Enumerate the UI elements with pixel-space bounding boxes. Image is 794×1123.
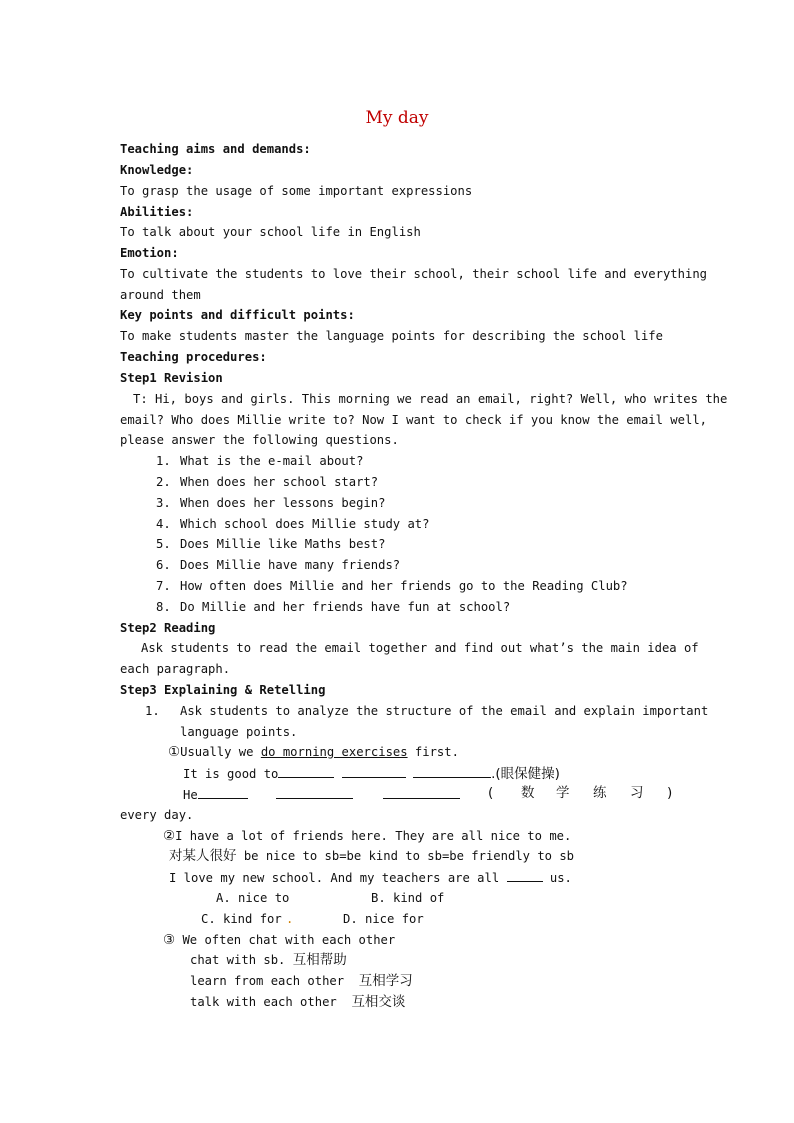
step1-text-line-3: please answer the following questions. xyxy=(120,433,399,447)
point-2 xyxy=(163,829,571,844)
circled-number-3: ③ xyxy=(163,932,176,948)
option-b[interactable]: B. kind of xyxy=(371,891,445,905)
point-1-text: Usually we xyxy=(180,745,261,759)
point-2-chinese: 对某人很好 xyxy=(169,848,237,864)
blank-sentence-he-text: He xyxy=(183,788,198,802)
circled-number-2: ② xyxy=(163,828,176,844)
keypoints-heading: Key points and difficult points: xyxy=(120,308,355,322)
procedures-heading: Teaching procedures: xyxy=(120,350,267,364)
hint-char: 习 xyxy=(630,785,644,801)
fill-blank[interactable] xyxy=(278,766,334,778)
point-2-text: I have a lot of friends here. They are all nice to me. xyxy=(175,829,572,843)
point-2-exercise xyxy=(169,870,572,886)
every-day-text: every day. xyxy=(120,808,194,822)
phrase-chinese: 互相交谈 xyxy=(351,994,406,1010)
emotion-text-line-2: around them xyxy=(120,288,201,302)
question-text: How often does Millie and her friends go to the Reading Club? xyxy=(180,579,628,593)
blank-sentence-good-text: It is good to xyxy=(183,767,279,781)
question-number: 7. xyxy=(156,579,171,593)
step3-item-text-line-2: language points. xyxy=(180,725,298,739)
question-text: Do Millie and her friends have fun at school? xyxy=(180,600,511,614)
point-3-text: We often chat with each other xyxy=(175,933,396,947)
exercise-text: I love my new school. And my teachers are all xyxy=(169,871,507,885)
hint-char: 学 xyxy=(556,785,570,801)
emotion-text-line-1: To cultivate the students to love their school, their school life and everything xyxy=(120,267,707,281)
phrase-english: learn from each other xyxy=(190,974,359,988)
step2-text-line-2: each paragraph. xyxy=(120,662,231,676)
question-number: 8. xyxy=(156,600,171,614)
option-d[interactable]: D. nice for xyxy=(343,912,424,926)
question-text: Which school does Millie study at? xyxy=(180,517,430,531)
point-2-phrase-text: be nice to sb=be kind to sb=be friendly to sb xyxy=(236,849,575,863)
question-text: Does Millie like Maths best? xyxy=(180,537,386,551)
fill-blank[interactable] xyxy=(507,870,543,882)
circled-number-1: ① xyxy=(168,744,181,760)
blank-sentence-he xyxy=(183,787,248,803)
phrase-line xyxy=(190,995,405,1010)
question-text: Does Millie have many friends? xyxy=(180,558,401,572)
aims-heading: Teaching aims and demands: xyxy=(120,142,311,156)
exercise-text-end: us. xyxy=(542,871,572,885)
phrase-line xyxy=(190,953,347,968)
fill-blank[interactable] xyxy=(383,787,460,799)
hint-paren-close: ) xyxy=(667,785,673,801)
hint-paren-open: ( xyxy=(488,785,494,801)
blank-sentence-good xyxy=(183,766,560,782)
knowledge-heading: Knowledge: xyxy=(120,163,194,177)
step2-text-line-1: Ask students to read the email together and find out what’s the main idea of xyxy=(141,641,699,655)
point-2-phrase xyxy=(169,849,574,864)
question-number: 4. xyxy=(156,517,171,531)
step3-heading: Step3 Explaining & Retelling xyxy=(120,683,326,697)
hint-char: 练 xyxy=(593,785,607,801)
fill-blank[interactable] xyxy=(342,766,406,778)
fill-blank[interactable] xyxy=(276,787,353,799)
fill-blank[interactable] xyxy=(198,787,248,799)
option-c[interactable]: C. kind for xyxy=(201,912,282,926)
step3-item-text-line-1: Ask students to analyze the structure of the email and explain important xyxy=(180,704,709,718)
abilities-heading: Abilities: xyxy=(120,205,194,219)
abilities-text: To talk about your school life in English xyxy=(120,225,421,239)
step2-heading: Step2 Reading xyxy=(120,621,216,635)
phrase-line xyxy=(190,974,413,989)
question-number: 2. xyxy=(156,475,171,489)
hint-char: 数 xyxy=(521,785,535,801)
step1-text-line-2: email? Who does Millie write to? Now I want to check if you know the email well, xyxy=(120,413,707,427)
question-text: When does her lessons begin? xyxy=(180,496,386,510)
question-text: What is the e-mail about? xyxy=(180,454,364,468)
option-a[interactable]: A. nice to xyxy=(216,891,290,905)
point-1 xyxy=(168,745,459,760)
question-number: 6. xyxy=(156,558,171,572)
step3-item-number: 1. xyxy=(145,704,160,718)
step1-heading: Step1 Revision xyxy=(120,371,223,385)
blank-sentence-good-hint: .(眼保健操) xyxy=(491,766,560,782)
point-3 xyxy=(163,933,395,948)
step1-text-line-1: T: Hi, boys and girls. This morning we read an email, right? Well, who writes the xyxy=(133,392,728,406)
point-1-text-end: first. xyxy=(407,745,459,759)
emotion-heading: Emotion: xyxy=(120,246,179,260)
fill-blank[interactable] xyxy=(413,766,491,778)
underlined-phrase: do morning exercises xyxy=(260,745,408,759)
question-number: 1. xyxy=(156,454,171,468)
phrase-english: talk with each other xyxy=(190,995,352,1009)
page-title: My day xyxy=(365,108,429,128)
question-text: When does her school start? xyxy=(180,475,379,489)
knowledge-text: To grasp the usage of some important expressions xyxy=(120,184,473,198)
question-number: 5. xyxy=(156,537,171,551)
phrase-english: chat with sb. xyxy=(190,953,293,967)
question-number: 3. xyxy=(156,496,171,510)
phrase-chinese: 互相学习 xyxy=(358,973,413,989)
phrase-chinese: 互相帮助 xyxy=(292,952,347,968)
option-c-mark: . xyxy=(286,912,294,926)
keypoints-text: To make students master the language points for describing the school life xyxy=(120,329,663,343)
